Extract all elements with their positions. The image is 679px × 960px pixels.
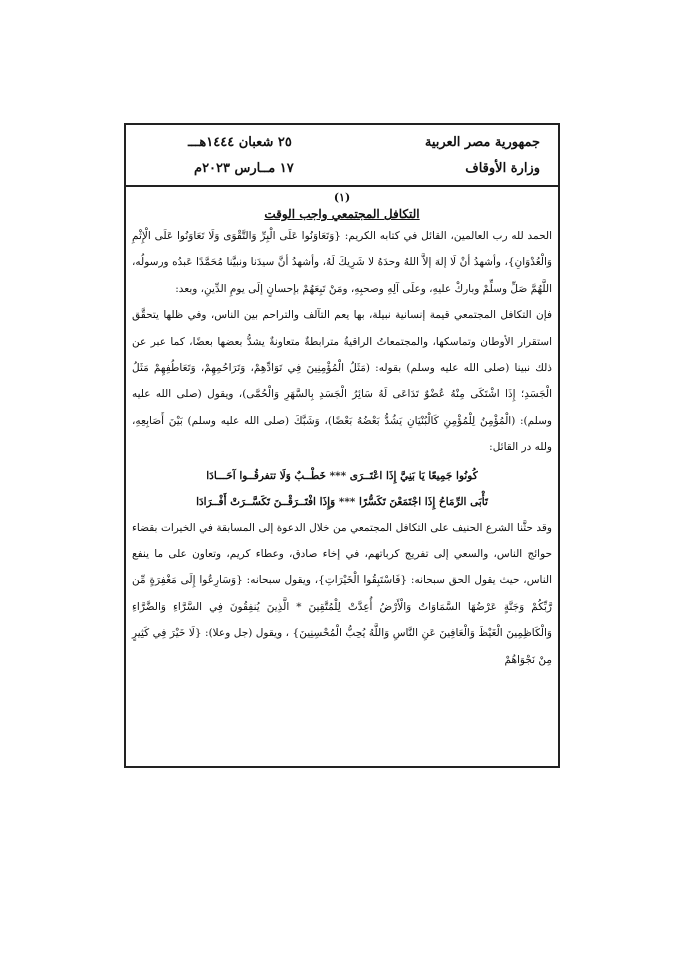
hijri-date: ٢٥ شعبان ١٤٤٤هـــ bbox=[188, 135, 292, 150]
document-header bbox=[126, 125, 558, 187]
opening-paragraph: الحمد لله رب العالمين، القائل في كتابه الكريم: {وَتَعَاوَنُوا عَلَى الْبِرِّ وَالتَّقْوَى وَلَا تَعَاوَنُوا عَلَى الْإِثْمِ وَالْعُدْوَانِ}، وأشهدُ أنْ لَا إلهَ إلاَّ اللهُ وحدَهُ لا شَرِيكَ لَهُ، وأشهدُ أنَّ سيدَنا ونبيَّنا مُحَمَّدًا عَبدُه ورسولُه، اللَّهُمَّ صَلِّ وسلِّمْ وباركْ عليهِ، وعلَى آلِهِ وصحبِهِ، ومَنْ تَبِعَهُمْ بإحسانٍ إلَى يومِ الدِّينِ، وبعد: bbox=[132, 230, 552, 295]
sermon-title: التكافل المجتمعي واجب الوقت bbox=[264, 207, 420, 221]
poem-verse-1: كُونُوا جَمِيعًا يَا بَنِيَّ إِذَا اعْتَــرَى *** خَطْــبٌ وَلَا تتفرقُــوا آحَـــادَا bbox=[206, 469, 478, 482]
republic-name: جمهورية مصر العربية bbox=[424, 135, 540, 150]
poem-verse-2: تَأْبَى الرِّمَاحُ إِذَا اجْتَمَعْنَ تَكَسُّرًا *** وَإِذَا افْتَــرَقْــنَ تَكَسَّــرَتْ أَفْــرَادَا bbox=[196, 495, 488, 508]
sermon-body bbox=[132, 191, 552, 673]
body-paragraph: فإن التكافل المجتمعي قيمة إنسانية نبيلة، بها يعم التآلف والتراحم بين الناس، وفي ظلها يتحقَّق استقرار الأوطان وتماسكها، والمجتمعاتُ الراقيةُ مترابطةٌ متعاونةٌ يشدُّ بعضها بعضًا، كما عبر عن ذلك نبينا (صلى الله عليه وسلم) بقوله: (مَثَلُ الْمُؤْمِنِينَ فِي تَوَادِّهِمْ، وَتَرَاحُمِهِمْ، وَتَعَاطُفِهِمْ مَثَلُ الْجَسَدِ؛ إِذَا اشْتَكَى مِنْهُ عُضْوٌ تَدَاعَى لَهُ سَائِرُ الْجَسَدِ بِالسَّهَرِ وَالْحُمَّى)، ويقول (صلى الله عليه وسلم): (الْمُؤْمِنُ لِلْمُؤْمِنِ كَالْبُنْيَانِ يَشُدُّ بَعْضُهُ بَعْضًا)، وَشَبَّكَ (صلى الله عليه وسلم) بَيْنَ أَصَابِعِهِ، ولله در القائل: bbox=[132, 309, 552, 454]
ministry-name: وزارة الأوقاف bbox=[465, 161, 540, 176]
page-number: (١) bbox=[333, 191, 351, 204]
document-frame bbox=[124, 123, 560, 768]
gregorian-date: ١٧ مــارس ٢٠٢٣م bbox=[194, 161, 294, 176]
closing-paragraph: وقد حثَّنا الشرع الحنيف على التكافل المجتمعي من خلال الدعوة إلى المسابقة في الخيرات بقضاء حوائج الناس، والسعي إلى تفريج كرباتهم، في إخاء صادق، وعطاء كريم، وتعاون على ما ينفع الناس، حيث يقول الحق سبحانه: {فَاسْتَبِقُوا الْخَيْرَاتِ}، ويقول سبحانه: {وَسَارِعُوا إِلَى مَغْفِرَةٍ مِّن رَّبِّكُمْ وَجَنَّةٍ عَرْضُهَا السَّمَاوَاتُ وَالْأَرْضُ أُعِدَّتْ لِلْمُتَّقِينَ * الَّذِينَ يُنفِقُونَ فِي السَّرَّاءِ وَالضَّرَّاءِ وَالْكَاظِمِينَ الْغَيْظَ وَالْعَافِينَ عَنِ النَّاسِ وَاللَّهُ يُحِبُّ الْمُحْسِنِينَ} ، ويقول (جل وعلا): {لَا خَيْرَ فِي كَثِيرٍ مِنْ نَجْوَاهُمْ bbox=[132, 521, 552, 666]
